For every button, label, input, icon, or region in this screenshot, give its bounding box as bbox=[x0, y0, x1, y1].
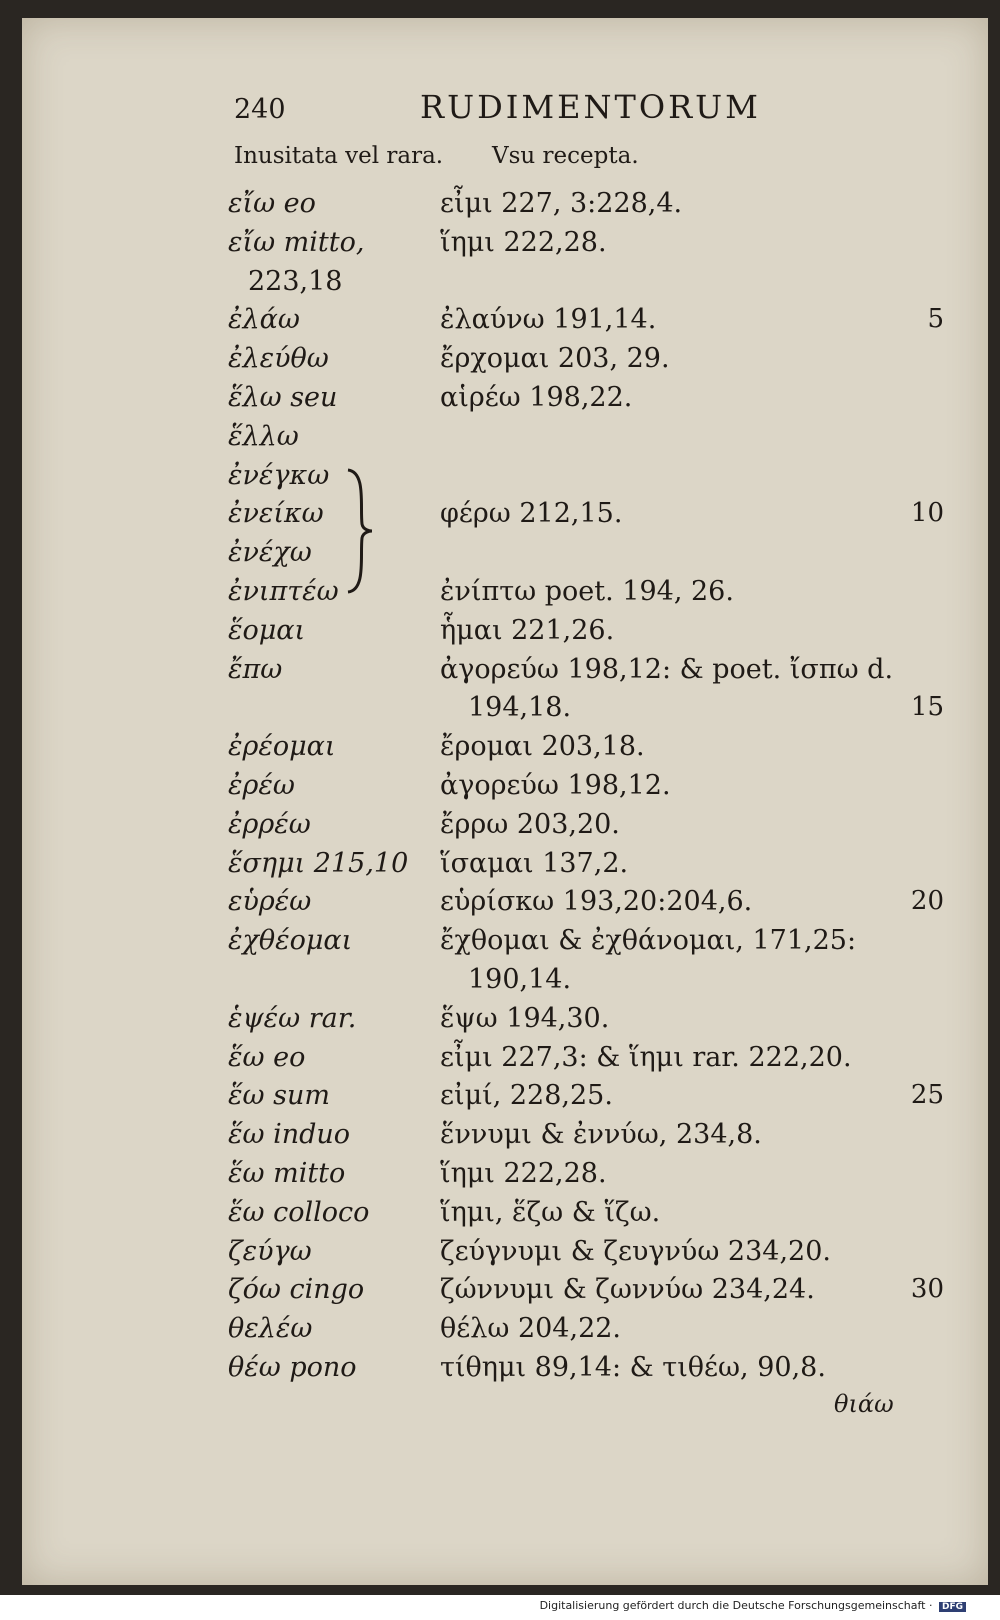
unusual-form: θέω pono bbox=[228, 1352, 357, 1383]
unusual-form: ἐρρέω bbox=[228, 809, 311, 840]
unusual-form: ἐλάω bbox=[228, 304, 300, 335]
unusual-form: ἐρέω bbox=[228, 770, 295, 801]
table-row bbox=[22, 925, 988, 963]
digitization-credit bbox=[540, 1599, 966, 1612]
usual-form: ἐλαύνω 191,14. bbox=[440, 304, 657, 335]
unusual-form: ἐνείκω bbox=[228, 498, 324, 529]
usual-form: εἶμι 227,3: & ἵημι rar. 222,20. bbox=[440, 1042, 852, 1073]
usual-form: ἔχθομαι & ἐχθάνομαι, 171,25: bbox=[440, 925, 857, 956]
unusual-form: ἐχθέομαι bbox=[228, 925, 353, 956]
line-number: 15 bbox=[910, 692, 944, 722]
line-number: 20 bbox=[910, 886, 944, 916]
unusual-form: ζόω cingo bbox=[228, 1274, 365, 1305]
running-head: RUDIMENTORUM bbox=[420, 88, 761, 126]
usual-form: εὑρίσκω 193,20:204,6. bbox=[440, 886, 753, 917]
line-number: 10 bbox=[910, 498, 944, 528]
usual-form: ἀγορεύω 198,12. bbox=[440, 770, 671, 801]
table-row bbox=[22, 1274, 988, 1312]
table-row bbox=[22, 576, 988, 614]
table-row bbox=[22, 460, 988, 498]
table-row bbox=[22, 809, 988, 847]
unusual-form: εὑρέω bbox=[228, 886, 312, 917]
usual-form: ἕψω 194,30. bbox=[440, 1003, 610, 1034]
table-row bbox=[22, 1119, 988, 1157]
usual-form: ἀγορεύω 198,12: & poet. ἴσπω d. bbox=[440, 654, 894, 685]
usual-form: φέρω 212,15. bbox=[440, 498, 623, 529]
column-heading-right: Vsu recepta. bbox=[492, 143, 639, 169]
table-row bbox=[22, 1352, 988, 1390]
unusual-form: ἕω eo bbox=[228, 1042, 306, 1073]
usual-form: ἔρομαι 203,18. bbox=[440, 731, 645, 762]
unusual-form: ἕλλω bbox=[228, 421, 299, 452]
unusual-form: ἐλεύθω bbox=[228, 343, 329, 374]
table-row bbox=[22, 537, 988, 575]
catchword: θιάω bbox=[834, 1390, 894, 1418]
unusual-form: θελέω bbox=[228, 1313, 313, 1344]
table-row bbox=[22, 654, 988, 692]
table-row bbox=[22, 848, 988, 886]
line-number: 30 bbox=[910, 1274, 944, 1304]
table-row bbox=[22, 1003, 988, 1041]
unusual-form: εἴω mitto, bbox=[228, 227, 365, 258]
unusual-form: ἐνέχω bbox=[228, 537, 312, 568]
unusual-form: ἑψέω rar. bbox=[228, 1003, 357, 1034]
table-row bbox=[22, 1313, 988, 1351]
usual-form: ἵημι 222,28. bbox=[440, 1158, 607, 1189]
table-row bbox=[22, 188, 988, 226]
table-row bbox=[22, 1042, 988, 1080]
usual-form: ἕννυμι & ἐννύω, 234,8. bbox=[440, 1119, 762, 1150]
line-number: 25 bbox=[910, 1080, 944, 1110]
table-row bbox=[22, 266, 988, 304]
table-row bbox=[22, 1197, 988, 1235]
curly-brace-icon bbox=[344, 466, 374, 596]
line-number: 5 bbox=[927, 304, 944, 334]
table-row bbox=[22, 770, 988, 808]
unusual-form: ἕω sum bbox=[228, 1080, 330, 1111]
usual-form: ἵημι, ἕζω & ἵζω. bbox=[440, 1197, 661, 1228]
unusual-form: ζεύγω bbox=[228, 1236, 312, 1267]
table-row bbox=[22, 304, 988, 342]
unusual-form: ἐνιπτέω bbox=[228, 576, 339, 607]
table-row bbox=[22, 692, 988, 730]
usual-form: εἰμί, 228,25. bbox=[440, 1080, 613, 1111]
table-row bbox=[22, 731, 988, 769]
table-row bbox=[22, 964, 988, 1002]
usual-form: ζεύγνυμι & ζευγνύω 234,20. bbox=[440, 1236, 831, 1267]
usual-form: εἶμι 227, 3:228,4. bbox=[440, 188, 683, 219]
unusual-form: ἕω mitto bbox=[228, 1158, 346, 1189]
usual-form: 194,18. bbox=[468, 692, 572, 723]
unusual-form: ἔπω bbox=[228, 654, 283, 685]
table-row bbox=[22, 1158, 988, 1196]
unusual-form: ἕομαι bbox=[228, 615, 306, 646]
usual-form: 190,14. bbox=[468, 964, 572, 995]
digitization-credit-text: Digitalisierung gefördert durch die Deutsche Forschungsgemeinschaft · bbox=[539, 1599, 933, 1612]
usual-form: ἵσαμαι 137,2. bbox=[440, 848, 629, 879]
unusual-form: 223,18 bbox=[248, 266, 343, 297]
usual-form: ζώννυμι & ζωννύω 234,24. bbox=[440, 1274, 815, 1305]
book-page bbox=[22, 18, 988, 1585]
usual-form: τίθημι 89,14: & τιθέω, 90,8. bbox=[440, 1352, 826, 1383]
unusual-form: ἕσημι 215,10 bbox=[228, 848, 409, 879]
unusual-form: ἕω induo bbox=[228, 1119, 351, 1150]
table-row bbox=[22, 615, 988, 653]
unusual-form: ἐνέγκω bbox=[228, 460, 330, 491]
table-row bbox=[22, 227, 988, 265]
table-row bbox=[22, 1236, 988, 1274]
usual-form: ἧμαι 221,26. bbox=[440, 615, 615, 646]
unusual-form: εἴω eo bbox=[228, 188, 316, 219]
unusual-form: ἕλω seu bbox=[228, 382, 338, 413]
unusual-form: ἐρέομαι bbox=[228, 731, 336, 762]
usual-form: ἔρχομαι 203, 29. bbox=[440, 343, 670, 374]
usual-form: θέλω 204,22. bbox=[440, 1313, 622, 1344]
table-row bbox=[22, 886, 988, 924]
table-row bbox=[22, 1080, 988, 1118]
usual-form: ἐνίπτω poet. 194, 26. bbox=[440, 576, 734, 607]
unusual-form: ἕω colloco bbox=[228, 1197, 370, 1228]
page-number: 240 bbox=[234, 94, 286, 125]
usual-form: αἱρέω 198,22. bbox=[440, 382, 633, 413]
table-row bbox=[22, 343, 988, 381]
table-row bbox=[22, 421, 988, 459]
usual-form: ἵημι 222,28. bbox=[440, 227, 607, 258]
table-row bbox=[22, 498, 988, 536]
column-heading-left: Inusitata vel rara. bbox=[234, 143, 444, 169]
usual-form: ἔρρω 203,20. bbox=[440, 809, 620, 840]
table-row bbox=[22, 382, 988, 420]
dfg-logo: DFG bbox=[939, 1602, 966, 1612]
